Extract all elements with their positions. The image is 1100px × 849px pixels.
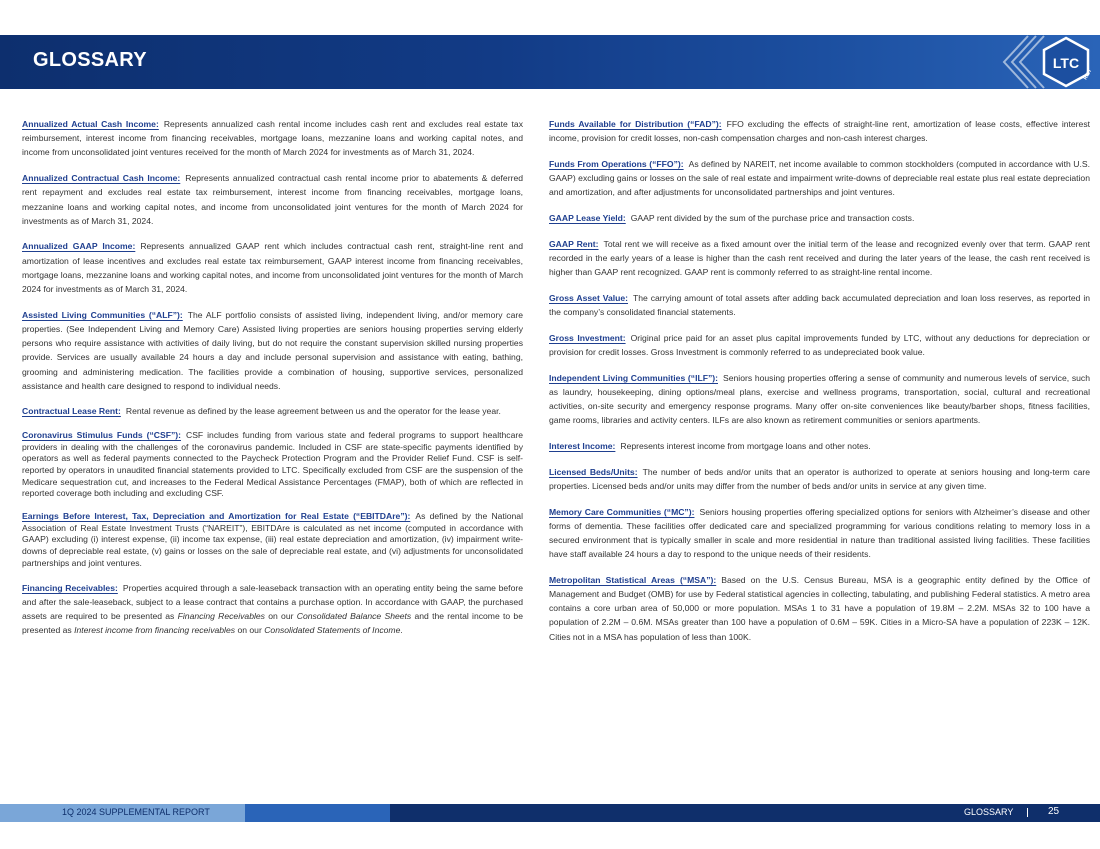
footer-accent-mid [245, 804, 390, 822]
glossary-definition: . [400, 625, 403, 636]
ltc-reit-logo [1000, 30, 1100, 94]
glossary-entry [22, 511, 523, 569]
glossary-definition: As defined by the National Association of Real Estate Investment Trusts (“NAREIT”), EBITDAre is calculated as net income (computed in accordance with GAAP) excluding (i) interest expense, (ii) income tax expense, (iii) real estate depreciation and amortization, (iv) impairment write-downs of depreciable real estate, (v) gains or losses on the sale of depreciable real estate, and (vi) adjustments for unconsolidated partnerships and joint ventures. [22, 511, 523, 568]
glossary-entry [549, 465, 1090, 493]
glossary-entry [549, 371, 1090, 428]
glossary-term: Gross Asset Value: [549, 292, 629, 303]
glossary-term: Financing Receivables: [22, 582, 118, 593]
glossary-definition-italic: Financing Receivables [177, 611, 265, 622]
glossary-term: Contractual Lease Rent: [22, 406, 121, 417]
glossary-definition: FFO excluding the effects of straight-line rent, amortization of lease costs, effective interest income, provision for credit losses, non-cash compensation charges and non-cash interest charges. [549, 119, 1090, 144]
glossary-definition: Properties acquired through a sale-leaseback transaction with an operating entity being the same before and after the sale-leaseback, subject to a lease contract that contains a purchase option. In accordance with GAAP, the purchased assets are required to be presented as [22, 582, 523, 622]
glossary-entry [549, 211, 1090, 225]
glossary-entry [22, 308, 523, 393]
glossary-term: Coronavirus Stimulus Funds (“CSF”): [22, 430, 181, 441]
glossary-entry [549, 291, 1090, 319]
glossary-entry [549, 117, 1090, 145]
glossary-definition: The ALF portfolio consists of assisted living, independent living, and/or memory care properties. (See Independent Living and Memory Care) Assisted living properties are seniors housing properties serving elderly persons who require assistance with activities of daily living, but do not require the constant supervision skilled nursing properties provide. Services are usually available 24 hours a day and include personal supervision and assistance with eating, bathing, grooming and administering medication. The facilities provide a combination of housing, supportive services, personalized assistance and health care designed to respond to individual needs. [22, 309, 524, 391]
glossary-definition: The carrying amount of total assets after adding back accumulated depreciation and loan loss reserves, as reported in the company’s consolidated financial statements. [549, 292, 1091, 318]
glossary-definition: Original price paid for an asset plus capital improvements funded by LTC, without any deductions for depreciation or provision for credit losses. Gross Investment is commonly referred to as undepreciated book value. [549, 332, 1090, 357]
glossary-term: Funds Available for Distribution (“FAD”): [549, 119, 722, 129]
glossary-term: Licensed Beds/Units: [549, 466, 638, 477]
glossary-definition: Represents annualized contractual cash rental income prior to abatements & deferred rent repayment and excludes real estate tax reimbursement, interest income from financing receivables, mortgage loans, mezzanine loans and working capital notes, and income from unconsolidated joint ventures for the month of March 2024 for investments as of March 31, 2024. [22, 173, 523, 226]
glossary-entry [22, 239, 523, 296]
glossary-definition: As defined by NAREIT, net income available to common stockholders (computed in accordance with U.S. GAAP) excluding gains or losses on the sale of real estate and impairment write-downs of depreciable real estate plus real estate depreciation and amortization, and after adjustments for unconsolidated partnerships and joint ventures. [549, 158, 1091, 198]
glossary-entry [22, 404, 523, 418]
page-number: 25 [1048, 806, 1060, 817]
glossary-definition: Seniors housing properties offering a sense of community and numerous levels of service, such as laundry, housekeeping, dining options/meal plans, exercise and wellness programs, transportation, social, cultural and recreational activities, on-site security and emergency response programs. Many offer on-site conveniences like beauty/barber shops, fitness facilities, game rooms, libraries and activity centers. ILFs are also known as retirement communities or seniors apartments. [549, 372, 1090, 426]
glossary-term: Annualized Contractual Cash Income: [22, 173, 181, 184]
glossary-right-column [549, 117, 1090, 655]
glossary-entry [549, 505, 1090, 562]
glossary-definition: and the rental income to be presented as [22, 611, 523, 636]
glossary-definition: Seniors housing properties offering specialized options for seniors with Alzheimer’s disease and other forms of dementia. These facilities offer dedicated care and specialized programming for various conditions relating to memory loss in a secured environment that is typically smaller in scale and more residential in nature than traditional assisted living facilities. These facilities have staff available 24 hours a day to respond to the unique needs of their residents. [549, 506, 1090, 560]
glossary-definition-italic: Consolidated Balance Sheets [296, 611, 412, 622]
glossary-term: Gross Investment: [549, 332, 626, 343]
glossary-definition-italic: Consolidated Statements of Income [264, 625, 401, 636]
footer-section-label: GLOSSARY [964, 807, 1014, 817]
glossary-term: Memory Care Communities (“MC”): [549, 506, 695, 517]
glossary-definition: CSF includes funding from various state and federal programs to support healthcare providers in dealing with the challenges of the coronavirus pandemic. Included in CSF are state-specific payments identified by operators as well as federal payments connected to the Paycheck Protection Program and the Provider Relief Fund. CSF is self-reported by operators in unaudited financial statements provided to LTC. Specifically excluded from CSF are the suspension of the Medicare sequestration cut, and increases to the Federal Medical Assistance Percentages (FMAP), both of which are reflected in reported coverage both including and excluding CSF. [22, 430, 524, 499]
glossary-term: Annualized Actual Cash Income: [22, 119, 159, 129]
footer-separator [1027, 808, 1028, 817]
page-title: GLOSSARY [33, 49, 147, 71]
glossary-entry [22, 117, 523, 160]
glossary-left-column [22, 117, 523, 649]
glossary-definition-italic: Interest income from financing receivables [74, 625, 236, 636]
glossary-definition: on our [235, 625, 265, 636]
header-band [0, 35, 1100, 89]
glossary-definition: on our [264, 611, 297, 622]
logo-text: LTC [1052, 55, 1080, 71]
glossary-entry [22, 430, 523, 500]
glossary-entry [22, 171, 523, 228]
glossary-definition: Total rent we will receive as a fixed amount over the initial term of the lease and recognized evenly over that term. GAAP rent recorded in the early years of a lease is higher than the cash rent received and during the later years of the lease, the cash rent received is higher than GAAP rent recognized. GAAP rent is commonly referred to as straight-line rental income. [549, 238, 1090, 278]
glossary-definition: Based on the U.S. Census Bureau, MSA is a geographic entity defined by the Office of Management and Budget (OMB) for use by Federal statistical agencies in collecting, tabulating, and publishing Federal statistics. A metro area contains a core urban area of 50,000 or more population. MSAs 1 to 31 have a population of 19.8M – 2.2M. MSAs 32 to 100 have a population of 2.2M – 0.6M. MSAs greater than 100 have a population of 0.6M – 59K. Cities in a Micro-SA have a population of 223K – 12K. Cities not in a MSA has population of less than 100K. [549, 574, 1090, 642]
glossary-entry [22, 581, 523, 638]
glossary-term: GAAP Rent: [549, 238, 599, 249]
glossary-definition: Represents interest income from mortgage loans and other notes. [620, 440, 871, 451]
glossary-term: Annualized GAAP Income: [22, 241, 136, 252]
glossary-term: Metropolitan Statistical Areas (“MSA”): [549, 574, 717, 585]
glossary-term: Interest Income: [549, 440, 616, 451]
glossary-entry [549, 331, 1090, 359]
glossary-definition: Represents annualized cash rental income includes cash rent and excludes real estate tax reimbursement, interest income from financing receivables, mortgage loans, mezzanine loans and working capital notes, and income from unconsolidated joint ventures received for the month of March 2024 for investments as of March 31, 2024. [22, 119, 523, 158]
glossary-definition: Rental revenue as defined by the lease agreement between us and the operator for the lease year. [125, 406, 501, 417]
glossary-term: GAAP Lease Yield: [549, 213, 626, 224]
glossary-term: Assisted Living Communities (“ALF”): [22, 309, 183, 320]
glossary-definition: Represents annualized GAAP rent which includes contractual cash rent, straight-line rent and amortization of lease incentives and excludes real estate tax reimbursement, GAAP interest income from financing receivables, mortgage loans, mezzanine loans and working capital notes, and income from unconsolidated joint ventures for the month of March 2024 for investments as of March 31, 2024. [22, 241, 523, 295]
glossary-entry [549, 439, 1090, 453]
glossary-definition: GAAP rent divided by the sum of the purchase price and transaction costs. [630, 213, 915, 224]
logo-subtext: REIT [1082, 68, 1094, 81]
glossary-entry [549, 157, 1090, 200]
glossary-entry [549, 237, 1090, 280]
footer-report-label: 1Q 2024 SUPPLEMENTAL REPORT [62, 807, 210, 817]
glossary-term: Independent Living Communities (“ILF”): [549, 372, 718, 383]
glossary-term: Earnings Before Interest, Tax, Depreciation and Amortization for Real Estate (“EBITDAre”): [22, 511, 411, 522]
glossary-entry [549, 573, 1090, 644]
glossary-definition: The number of beds and/or units that an operator is authorized to operate at seniors housing and long-term care properties. Licensed beds and/or units may differ from the number of beds and/or units in service at any given time. [549, 466, 1091, 491]
glossary-term: Funds From Operations (“FFO”): [549, 158, 684, 169]
